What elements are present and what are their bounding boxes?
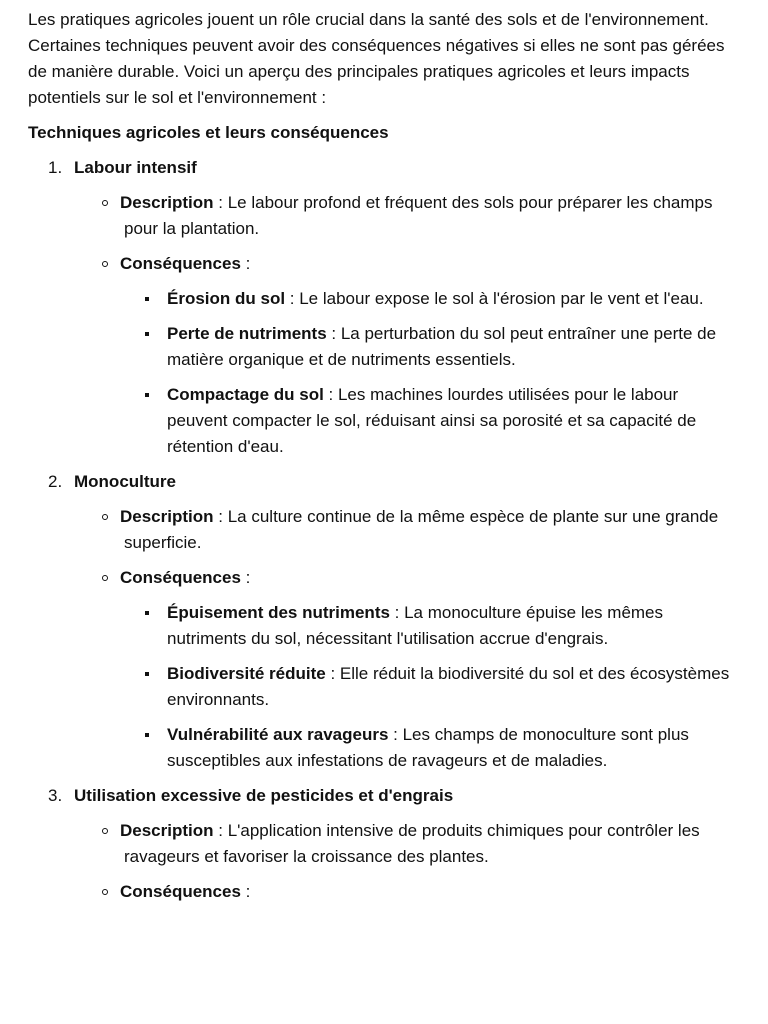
description-label: Description — [120, 193, 214, 212]
description-label: Description — [120, 821, 214, 840]
circle-bullet-icon — [102, 575, 108, 581]
technique-details — [74, 190, 740, 460]
technique-number: 3. — [48, 786, 63, 805]
description-item — [74, 818, 740, 870]
consequence-text: : Elle réduit la biodiversité du sol et des écosystèmes environnants. — [167, 664, 730, 709]
description-value: : Le labour profond et fréquent des sols pour préparer les champs pour la plantation. — [124, 193, 713, 238]
consequences-item — [74, 565, 740, 774]
circle-bullet-icon — [102, 828, 108, 834]
consequences-separator: : — [240, 254, 251, 273]
technique-item — [28, 469, 740, 774]
circle-bullet-icon — [102, 261, 108, 267]
technique-item — [28, 783, 740, 905]
description-item — [74, 190, 740, 242]
description-value: : L'application intensive de produits chimiques pour contrôler les ravageurs et favoriser la croissance des plantes. — [124, 821, 700, 866]
consequence-text: : Les machines lourdes utilisées pour le labour peuvent compacter le sol, réduisant ainsi sa porosité et sa capacité de rétention d'eau. — [167, 385, 697, 456]
consequences-item — [74, 879, 740, 905]
consequence-item — [120, 722, 740, 774]
description-text — [120, 504, 740, 556]
description-text — [120, 190, 740, 242]
square-bullet-icon — [145, 672, 149, 676]
description-label: Description — [120, 507, 214, 526]
techniques-list — [28, 155, 740, 905]
consequences-item — [74, 251, 740, 460]
consequence-text: : La monoculture épuise les mêmes nutriments du sol, nécessitant l'utilisation accrue d'engrais. — [167, 603, 664, 648]
consequence-text: : Le labour expose le sol à l'érosion par le vent et l'eau. — [285, 289, 704, 308]
consequences-separator: : — [240, 882, 251, 901]
technique-item — [28, 155, 740, 460]
technique-title: Utilisation excessive de pesticides et d'engrais — [74, 786, 454, 805]
technique-number: 1. — [48, 158, 63, 177]
square-bullet-icon — [145, 297, 149, 301]
square-bullet-icon — [145, 733, 149, 737]
intro-paragraph: Les pratiques agricoles jouent un rôle crucial dans la santé des sols et de l'environnement. Certaines techniques peuvent avoir des conséquences négatives si elles ne sont pas gérées de manière durable. Voici un aperçu des principales pratiques agricoles et leurs impacts potentiels sur le sol et l'environnement : — [28, 10, 725, 107]
technique-number: 2. — [48, 472, 63, 491]
square-bullet-icon — [145, 332, 149, 336]
description-item — [74, 504, 740, 556]
consequence-label: Perte de nutriments — [167, 324, 327, 343]
technique-title: Labour intensif — [74, 158, 197, 177]
consequences-separator: : — [240, 568, 251, 587]
technique-title: Monoculture — [74, 472, 176, 491]
consequences-heading — [120, 565, 740, 591]
section-heading: Techniques agricoles et leurs conséquences — [28, 123, 389, 142]
consequence-label: Épuisement des nutriments — [167, 603, 390, 622]
consequences-label: Conséquences — [120, 882, 241, 901]
consequence-label: Biodiversité réduite — [167, 664, 326, 683]
consequence-label: Érosion du sol — [167, 289, 286, 308]
consequence-label: Compactage du sol — [167, 385, 324, 404]
consequences-heading — [120, 879, 740, 905]
circle-bullet-icon — [102, 889, 108, 895]
consequence-item — [120, 382, 740, 460]
square-bullet-icon — [145, 393, 149, 397]
consequence-item — [120, 661, 740, 713]
consequence-label: Vulnérabilité aux ravageurs — [167, 725, 389, 744]
circle-bullet-icon — [102, 200, 108, 206]
description-text — [120, 818, 740, 870]
description-value: : La culture continue de la même espèce de plante sur une grande superficie. — [124, 507, 719, 552]
consequence-text: : Les champs de monoculture sont plus susceptibles aux infestations de ravageurs et de maladies. — [167, 725, 689, 770]
consequence-item — [120, 286, 740, 312]
circle-bullet-icon — [102, 514, 108, 520]
consequence-text: : La perturbation du sol peut entraîner une perte de matière organique et de nutriments essentiels. — [167, 324, 717, 369]
consequences-list — [120, 286, 740, 460]
technique-details — [74, 818, 740, 905]
consequences-label: Conséquences — [120, 568, 241, 587]
technique-details — [74, 504, 740, 774]
consequence-item — [120, 321, 740, 373]
consequences-label: Conséquences — [120, 254, 241, 273]
square-bullet-icon — [145, 611, 149, 615]
consequences-heading — [120, 251, 740, 277]
consequences-list — [120, 600, 740, 774]
consequence-item — [120, 600, 740, 652]
